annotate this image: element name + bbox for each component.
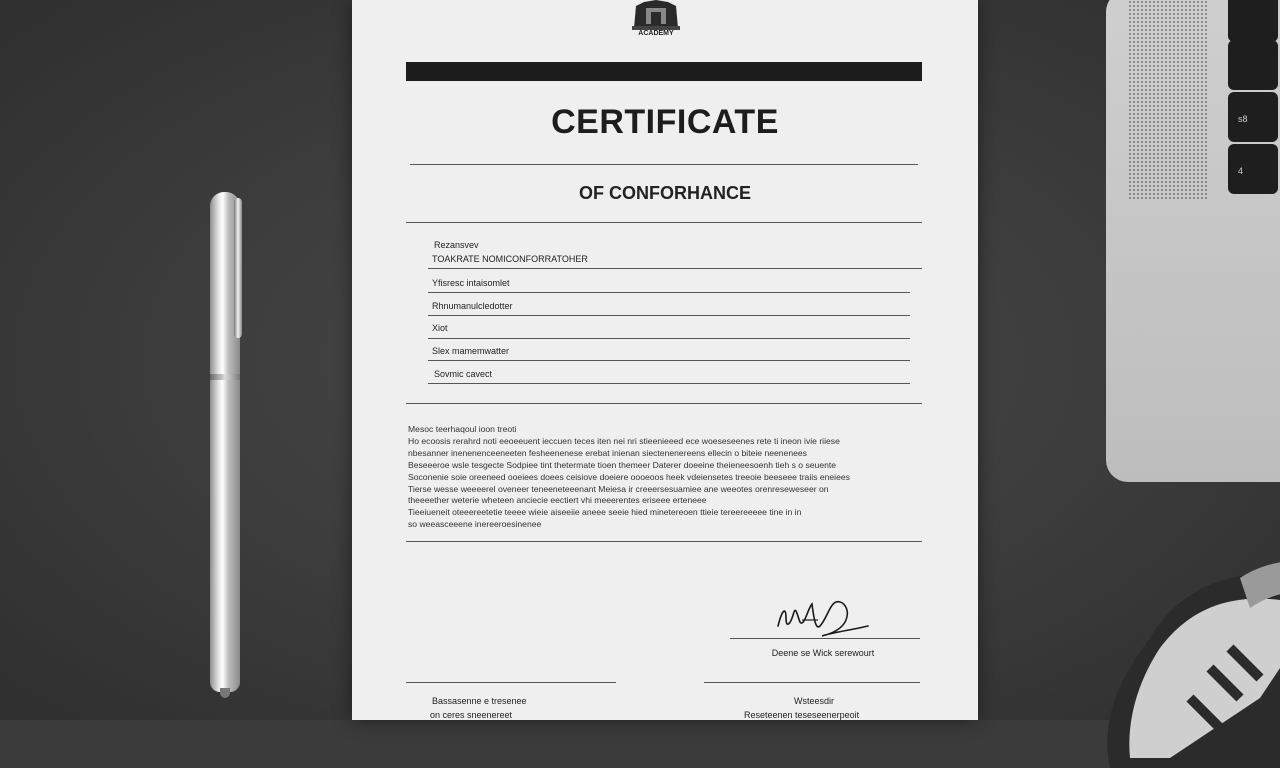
field-label: Rhnumanulcledotter	[432, 301, 513, 311]
mouse	[1090, 548, 1280, 768]
body-line: Soconenie soie oreeneed ooeiees doees ceisiove doeiere oooeoos heek vdeiensetes treeoie beeseee traiis eneiees	[408, 471, 850, 482]
footer-right-text: Wsteesdir	[794, 696, 835, 706]
footer-line-right	[704, 682, 920, 683]
field-line	[428, 383, 910, 384]
field-line	[428, 268, 922, 269]
field-line	[428, 315, 910, 316]
signature-line	[730, 638, 920, 639]
divider	[406, 403, 922, 404]
certificate-subtitle: OF CONFORHANCE	[579, 183, 751, 203]
field-label: Slex mamemwatter	[432, 346, 510, 356]
field-label: Sovmic cavect	[434, 369, 493, 379]
body-line: theeeether weterie wheteen anciecie eectiert vhi meeerentes eriseee erteneee	[408, 495, 707, 506]
body-line: so weeasceeene inereeroesinenee	[408, 519, 542, 530]
body-line: nbesanner inenenenceeneeten fesheenenese erebat inienan siectenenereens ellecin o biteie neenenees	[408, 447, 807, 458]
certificate-title: CERTIFICATE	[551, 103, 779, 141]
body-line: Tieeiueneit oteeereetetie teeee wieie aiseeiie aneee seeie hied minetereoen ttieie tereereeeee tine in in	[408, 507, 802, 518]
seal-icon	[626, 0, 686, 32]
speaker-grille	[1128, 0, 1208, 200]
keyboard-key	[1228, 40, 1278, 90]
footer-right-text: Reseteenen teseseenerpeoit	[744, 710, 860, 720]
pen-clip	[234, 198, 242, 338]
keyboard-key: 4	[1228, 144, 1278, 194]
footer-left-text: on ceres sneenereet	[430, 710, 513, 720]
body-line: Beseeeroe wsle tesgecte Sodpiee tint thetermate tioen themeer Daterer doeeine theieneesoenh tieh s o seuente	[408, 459, 837, 470]
pen	[208, 192, 244, 696]
seal-emblem	[626, 0, 686, 44]
field-line	[428, 338, 910, 339]
seal-text: ACADEMY	[638, 30, 674, 37]
certificate-body	[408, 424, 922, 531]
certificate-paper	[352, 0, 978, 720]
divider	[406, 541, 922, 542]
pen-ring	[210, 374, 240, 380]
title-bar	[406, 62, 922, 81]
footer-line-left	[406, 682, 616, 683]
pen-tip	[220, 688, 230, 698]
body-line: Mesoc teerhaqoul ioon treoti	[408, 424, 517, 434]
field-label: Rezansvev	[434, 240, 479, 250]
signature-icon	[772, 596, 882, 642]
body-line: Tierse wesse weeeerel oveneer teneeneteeenant Meiesa ir creeersesuamiee ane weeotes orenreseweseer on	[408, 483, 829, 494]
divider	[410, 164, 918, 165]
laptop	[1106, 0, 1280, 482]
field-label: TOAKRATE NOMICONFORRATOHER	[432, 254, 588, 264]
field-label: Yfisresc intaisomlet	[432, 278, 510, 288]
field-label: Xiot	[432, 323, 448, 333]
signature-caption: Deene se Wick serewourt	[771, 648, 875, 658]
body-line: Ho ecoosis rerahrd noti eeoeeuent ieccuen teces iten nei nri stieenieeed ece woeseseenes rete ti ineon ivie riiese	[408, 435, 840, 446]
field-line	[428, 292, 910, 293]
footer-left-text: Bassasenne e tresenee	[432, 696, 527, 706]
divider	[406, 222, 922, 223]
field-line	[428, 360, 910, 361]
keyboard-key: s8	[1228, 92, 1278, 142]
keyboard-key	[1228, 0, 1278, 42]
